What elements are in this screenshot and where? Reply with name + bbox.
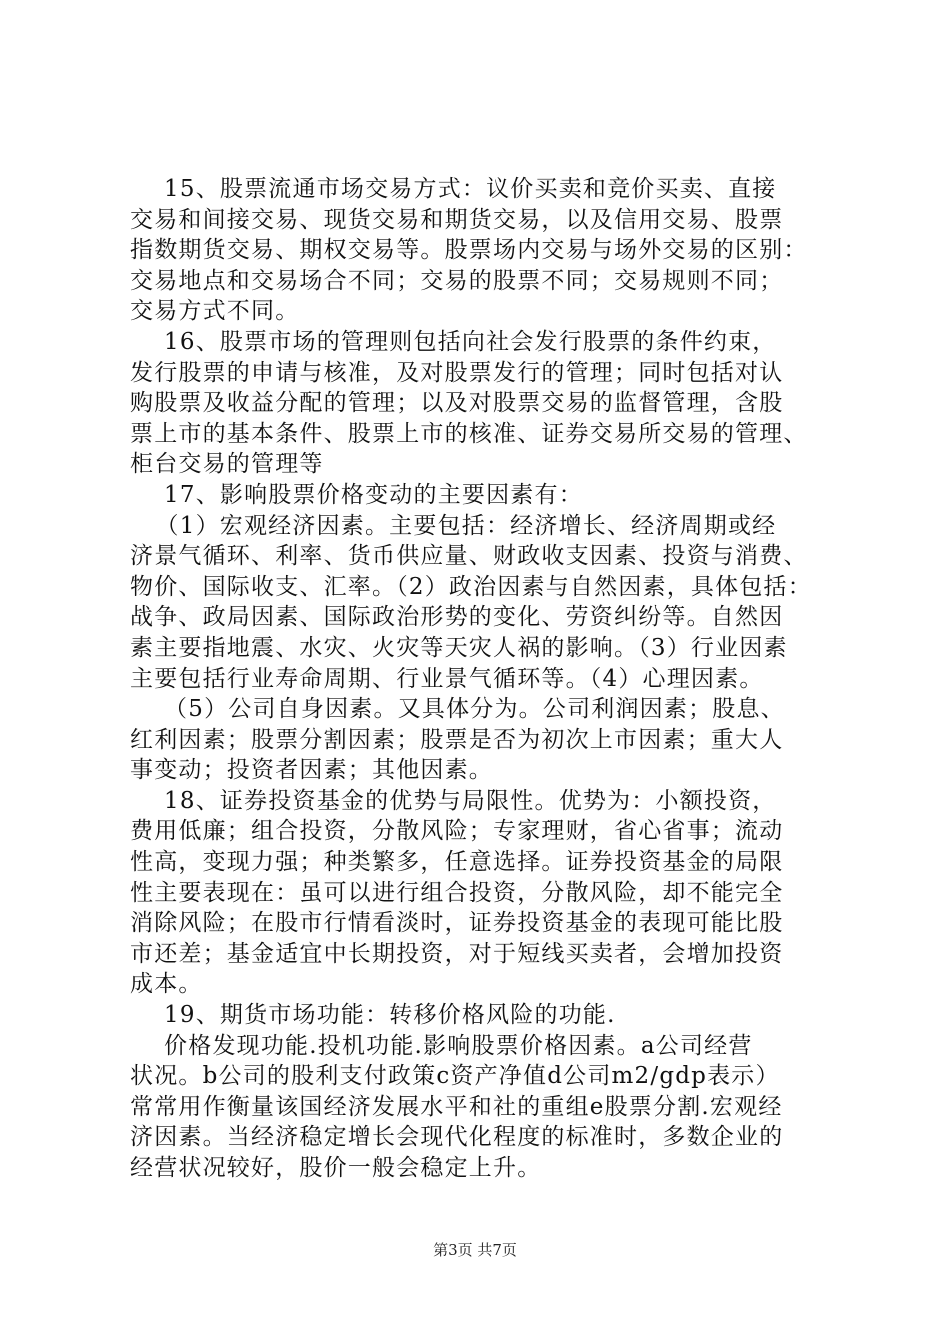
text-line: 18、证券投资基金的优势与局限性。优势为：小额投资， <box>130 787 777 814</box>
text-line: 费用低廉；组合投资，分散风险；专家理财，省心省事；流动 <box>130 818 784 845</box>
text-line: 状况。b公司的股利支付政策c资产净值d公司m2/gdp表示） <box>130 1063 780 1090</box>
text-line: 19、期货市场功能：转移价格风险的功能. <box>130 1002 616 1029</box>
text-line: （5）公司自身因素。又具体分为。公司利润因素；股息、 <box>130 696 785 723</box>
text-line: 战争、政局因素、国际政治形势的变化、劳资纠纷等。自然因 <box>130 604 784 631</box>
text-line: 17、影响股票价格变动的主要因素有： <box>130 481 583 508</box>
text-line: 事变动；投资者因素；其他因素。 <box>130 757 493 784</box>
text-line: 发行股票的申请与核准，及对股票发行的管理；同时包括对认 <box>130 359 784 386</box>
text-line: 15、股票流通市场交易方式：议价买卖和竞价买卖、直接 <box>130 176 777 202</box>
text-line: 常常用作衡量该国经济发展水平和社的重组e股票分割.宏观经 <box>130 1093 783 1120</box>
text-line: 指数期货交易、期权交易等。股票场内交易与场外交易的区别： <box>130 237 808 264</box>
text-line: 柜台交易的管理等 <box>130 451 324 478</box>
text-line: 主要包括行业寿命周期、行业景气循环等。（4）心理因素。 <box>130 665 764 692</box>
text-line: 成本。 <box>130 971 203 998</box>
text-line: 票上市的基本条件、股票上市的核准、证券交易所交易的管理、 <box>130 420 808 447</box>
text-line: 济景气循环、利率、货币供应量、财政收支因素、投资与消费、 <box>130 543 808 570</box>
text-line: 性高，变现力强；种类繁多，任意选择。证券投资基金的局限 <box>130 849 784 876</box>
text-line: （1）宏观经济因素。主要包括：经济增长、经济周期或经 <box>130 512 777 539</box>
text-line: 素主要指地震、水灾、火灾等天灾人祸的影响。（3）行业因素 <box>130 634 788 661</box>
page-number-footer: 第3页 共7页 <box>433 1241 517 1259</box>
text-line: 消除风险；在股市行情看淡时，证券投资基金的表现可能比股 <box>130 910 784 937</box>
text-line: 16、股票市场的管理则包括向社会发行股票的条件约束， <box>130 328 777 355</box>
text-line: 交易方式不同。 <box>130 298 300 325</box>
text-line: 红利因素；股票分割因素；股票是否为初次上市因素；重大人 <box>130 726 784 753</box>
text-line: 物价、国际收支、汇率。（2）政治因素与自然因素，具体包括： <box>130 573 812 600</box>
text-line: 购股票及收益分配的管理；以及对股票交易的监督管理，含股 <box>130 390 784 417</box>
text-line: 价格发现功能.投机功能.影响股票价格因素。a公司经营 <box>130 1032 753 1059</box>
text-line: 市还差；基金适宜中长期投资，对于短线买卖者，会增加投资 <box>130 940 784 967</box>
text-line: 交易地点和交易场合不同；交易的股票不同；交易规则不同； <box>130 267 784 294</box>
body-text <box>130 174 830 1184</box>
text-line: 济因素。当经济稳定增长会现代化程度的标准时，多数企业的 <box>130 1124 784 1151</box>
text-line: 性主要表现在：虽可以进行组合投资，分散风险，却不能完全 <box>130 879 784 906</box>
text-line: 经营状况较好，股价一般会稳定上升。 <box>130 1155 542 1181</box>
text-line: 交易和间接交易、现货交易和期货交易，以及信用交易、股票 <box>130 206 784 233</box>
